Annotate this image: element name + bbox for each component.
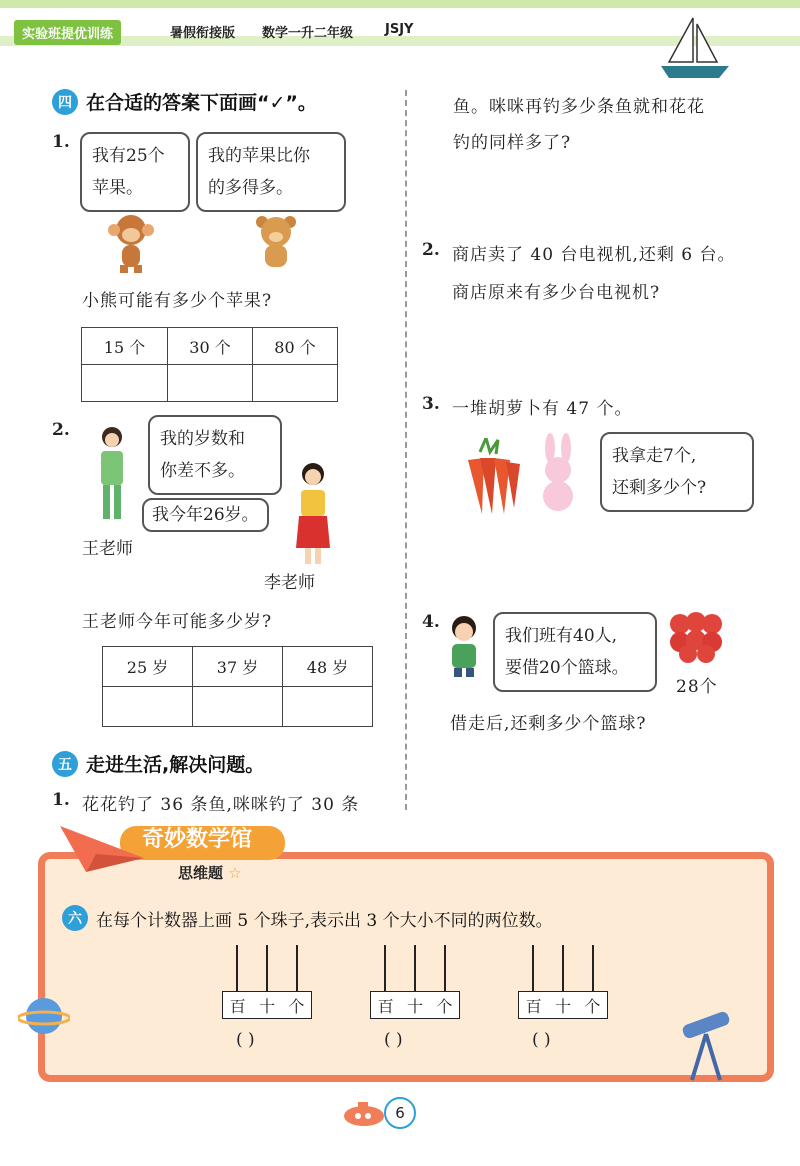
abacus-rod-tens[interactable] bbox=[414, 945, 416, 991]
rabbit-speech-line: 我拿走7个, bbox=[612, 446, 697, 466]
abacus-label: 百 bbox=[525, 996, 542, 1016]
bear-icon bbox=[252, 212, 300, 272]
monkey-speech-bubble bbox=[80, 132, 190, 212]
option-cell: 30 个 bbox=[168, 328, 253, 365]
option-cell: 37 岁 bbox=[193, 647, 283, 687]
q5-3-number: 3. bbox=[422, 394, 440, 414]
teacher-li-name: 李老师 bbox=[264, 573, 315, 593]
q4-1-number: 1. bbox=[52, 132, 70, 152]
abacus-label: 个 bbox=[584, 996, 601, 1016]
rabbit-speech-bubble bbox=[600, 432, 754, 512]
star-icon: ☆ bbox=[228, 864, 242, 882]
q5-2-number: 2. bbox=[422, 240, 440, 260]
page-number: 6 bbox=[384, 1097, 416, 1129]
bear-speech-bubble bbox=[196, 132, 346, 212]
planet-icon bbox=[18, 990, 70, 1042]
abacus-label: 十 bbox=[258, 996, 275, 1016]
balls-count-label: 28个 bbox=[676, 677, 718, 697]
q4-1-answer-table bbox=[81, 327, 338, 402]
q5-2-line: 商店原来有多少台电视机? bbox=[452, 283, 661, 303]
section-4-number: 四 bbox=[52, 89, 78, 115]
abacus-rod-hundreds[interactable] bbox=[532, 945, 534, 991]
wang-speech-bubble bbox=[148, 415, 282, 495]
abacus-label: 十 bbox=[406, 996, 423, 1016]
monkey-icon bbox=[102, 210, 160, 274]
abacus-2[interactable] bbox=[370, 945, 462, 1020]
section-6-number: 六 bbox=[62, 905, 88, 931]
bear-speech-line: 的多得多。 bbox=[208, 178, 293, 198]
column-divider bbox=[405, 90, 407, 810]
section-5-heading bbox=[52, 750, 264, 777]
section-5-title: 走进生活,解决问题。 bbox=[86, 754, 265, 776]
abacus-1[interactable] bbox=[222, 945, 314, 1020]
abacus-rod-tens[interactable] bbox=[266, 945, 268, 991]
teacher-li-icon bbox=[290, 462, 336, 566]
section-6-text: 在每个计数器上画 5 个珠子,表示出 3 个大小不同的两位数。 bbox=[96, 910, 553, 931]
monkey-speech-line: 苹果。 bbox=[92, 178, 143, 198]
option-cell: 25 岁 bbox=[103, 647, 193, 687]
abacus-rod-ones[interactable] bbox=[592, 945, 594, 991]
q5-1-line: 花花钓了 36 条鱼,咪咪钓了 30 条 bbox=[82, 795, 360, 815]
code-label: JSJY bbox=[385, 22, 414, 37]
sailboat-icon bbox=[655, 14, 735, 80]
q4-1-question: 小熊可能有多少个苹果? bbox=[82, 291, 273, 311]
q5-2-line: 商店卖了 40 台电视机,还剩 6 台。 bbox=[452, 245, 736, 265]
wang-speech-line: 我的岁数和 bbox=[160, 429, 245, 449]
abacus-label: 百 bbox=[377, 996, 394, 1016]
option-cell: 15 个 bbox=[82, 328, 168, 365]
section-5-number: 五 bbox=[52, 751, 78, 777]
abacus-base bbox=[518, 991, 608, 1019]
wang-speech-line: 你差不多。 bbox=[160, 461, 245, 481]
answer-check-cell[interactable] bbox=[168, 365, 253, 402]
answer-blank[interactable]: ( ) bbox=[532, 1030, 551, 1050]
abacus-base bbox=[222, 991, 312, 1019]
abacus-rod-tens[interactable] bbox=[562, 945, 564, 991]
math-gallery-title-text: 奇妙数学馆 bbox=[142, 827, 253, 852]
q4-2-number: 2. bbox=[52, 420, 70, 440]
rabbit-icon bbox=[534, 432, 584, 514]
q5-1-line: 钓的同样多了? bbox=[453, 133, 572, 153]
rabbit-speech-line: 还剩多少个? bbox=[612, 478, 707, 498]
q5-4-question: 借走后,还剩多少个篮球? bbox=[450, 714, 647, 734]
teacher-wang-name: 王老师 bbox=[82, 539, 133, 559]
answer-blank[interactable]: ( ) bbox=[384, 1030, 403, 1050]
abacus-label: 个 bbox=[288, 996, 305, 1016]
thinking-question-text: 思维题 bbox=[178, 864, 224, 882]
q5-1-line: 鱼。咪咪再钓多少条鱼就和花花 bbox=[453, 97, 705, 117]
abacus-3[interactable] bbox=[518, 945, 610, 1020]
student-speech-line: 要借20个篮球。 bbox=[505, 658, 629, 678]
abacus-rod-hundreds[interactable] bbox=[384, 945, 386, 991]
abacus-label: 个 bbox=[436, 996, 453, 1016]
monkey-speech-line: 我有25个 bbox=[92, 146, 165, 166]
option-cell: 80 个 bbox=[253, 328, 338, 365]
header-top-band bbox=[0, 0, 800, 8]
basketballs-icon bbox=[668, 612, 724, 664]
answer-check-cell[interactable] bbox=[103, 687, 193, 727]
q4-2-question: 王老师今年可能多少岁? bbox=[82, 612, 273, 632]
abacus-rod-ones[interactable] bbox=[444, 945, 446, 991]
telescope-icon bbox=[676, 1004, 736, 1082]
answer-check-cell[interactable] bbox=[82, 365, 168, 402]
bear-speech-line: 我的苹果比你 bbox=[208, 146, 310, 166]
answer-check-cell[interactable] bbox=[253, 365, 338, 402]
student-speech-line: 我们班有40人, bbox=[505, 626, 618, 646]
q5-3-line: 一堆胡萝卜有 47 个。 bbox=[452, 399, 633, 419]
teacher-wang-icon bbox=[92, 425, 132, 525]
q4-2-answer-table bbox=[102, 646, 373, 727]
abacus-rod-ones[interactable] bbox=[296, 945, 298, 991]
answer-check-cell[interactable] bbox=[193, 687, 283, 727]
edition-label: 暑假衔接版 bbox=[170, 26, 236, 41]
abacus-label: 百 bbox=[229, 996, 246, 1016]
section-6-heading bbox=[62, 905, 553, 931]
abacus-rod-hundreds[interactable] bbox=[236, 945, 238, 991]
student-boy-icon bbox=[445, 614, 483, 678]
subject-label: 数学一升二年级 bbox=[262, 26, 354, 41]
submarine-icon bbox=[340, 1098, 386, 1128]
section-4-heading bbox=[52, 88, 317, 115]
q5-1-number: 1. bbox=[52, 790, 70, 810]
math-gallery-title bbox=[130, 822, 252, 853]
section-4-title: 在合适的答案下面画“✓”。 bbox=[86, 92, 317, 114]
brand-label: 实验班提优训练 bbox=[14, 20, 121, 45]
q5-4-number: 4. bbox=[422, 612, 440, 632]
answer-check-cell[interactable] bbox=[283, 687, 373, 727]
abacus-base bbox=[370, 991, 460, 1019]
student-speech-bubble bbox=[493, 612, 657, 692]
answer-blank[interactable]: ( ) bbox=[236, 1030, 255, 1050]
li-speech-bubble: 我今年26岁。 bbox=[142, 498, 269, 532]
carrot-bunch-icon bbox=[460, 438, 522, 516]
abacus-label: 十 bbox=[554, 996, 571, 1016]
option-cell: 48 岁 bbox=[283, 647, 373, 687]
thinking-question-label bbox=[178, 862, 242, 883]
